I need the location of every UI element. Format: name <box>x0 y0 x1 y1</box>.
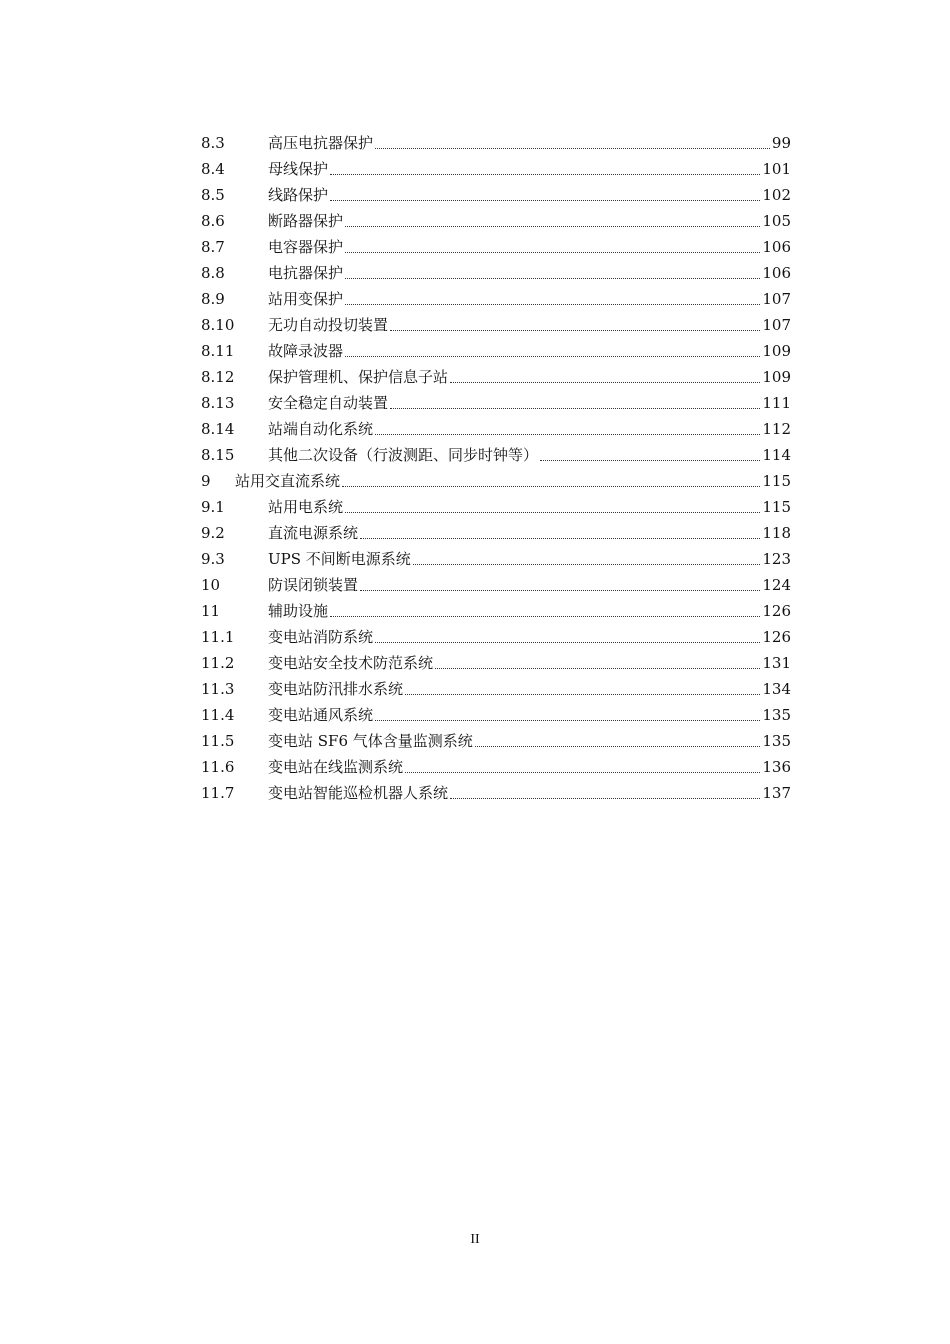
toc-list <box>201 127 791 803</box>
toc-entry-title: 其他二次设备（行波测距、同步时钟等） <box>268 446 539 464</box>
toc-dot-leader <box>450 381 760 383</box>
toc-entry[interactable] <box>201 647 791 673</box>
toc-entry-title: 变电站在线监测系统 <box>268 758 404 776</box>
toc-dot-leader <box>345 511 760 513</box>
toc-entry-page: 131 <box>762 654 791 672</box>
toc-dot-leader <box>360 589 760 591</box>
toc-entry-number: 8.11 <box>201 342 235 360</box>
toc-entry-number: 9.2 <box>201 524 225 542</box>
toc-dot-leader <box>375 719 760 721</box>
toc-entry-title: 无功自动投切装置 <box>268 316 389 334</box>
toc-entry-title: 直流电源系统 <box>268 524 359 542</box>
toc-entry-title: 变电站 SF6 气体含量监测系统 <box>268 732 473 750</box>
toc-entry-number: 11.4 <box>201 706 235 724</box>
toc-entry[interactable] <box>201 309 791 335</box>
toc-entry-page: 109 <box>762 368 791 386</box>
toc-entry-title: 高压电抗器保护 <box>268 134 374 152</box>
toc-entry[interactable] <box>201 413 791 439</box>
toc-entry-title: 安全稳定自动装置 <box>268 394 389 412</box>
toc-entry-page: 123 <box>762 550 791 568</box>
toc-entry-page: 106 <box>762 264 791 282</box>
toc-entry-title: 电容器保护 <box>268 238 344 256</box>
toc-entry-title: 站用电系统 <box>268 498 344 516</box>
toc-dot-leader <box>375 641 760 643</box>
toc-entry-number: 8.7 <box>201 238 225 256</box>
toc-entry-number: 8.8 <box>201 264 225 282</box>
toc-dot-leader <box>405 693 760 695</box>
toc-entry-title: 线路保护 <box>268 186 329 204</box>
toc-entry[interactable] <box>201 387 791 413</box>
toc-entry-number: 8.4 <box>201 160 225 178</box>
toc-dot-leader <box>345 355 760 357</box>
toc-dot-leader <box>375 433 760 435</box>
toc-entry[interactable] <box>201 439 791 465</box>
toc-dot-leader <box>330 199 760 201</box>
toc-entry[interactable] <box>201 257 791 283</box>
toc-dot-leader <box>390 407 760 409</box>
toc-entry[interactable] <box>201 751 791 777</box>
toc-dot-leader <box>390 329 760 331</box>
toc-entry[interactable] <box>201 543 791 569</box>
toc-entry-page: 102 <box>762 186 791 204</box>
toc-dot-leader <box>342 485 760 487</box>
toc-entry-page: 106 <box>762 238 791 256</box>
toc-entry-page: 135 <box>762 732 791 750</box>
toc-entry-page: 135 <box>762 706 791 724</box>
toc-entry[interactable] <box>201 335 791 361</box>
toc-entry-title: 变电站防汛排水系统 <box>268 680 404 698</box>
toc-entry-title: 辅助设施 <box>268 602 329 620</box>
toc-entry-page: 107 <box>762 316 791 334</box>
toc-entry-page: 115 <box>762 472 791 490</box>
toc-entry-number: 8.3 <box>201 134 225 152</box>
toc-entry-page: 114 <box>762 446 791 464</box>
toc-entry-page: 126 <box>762 628 791 646</box>
toc-entry[interactable] <box>201 699 791 725</box>
toc-entry-title: 变电站智能巡检机器人系统 <box>268 784 449 802</box>
toc-entry[interactable] <box>201 179 791 205</box>
toc-dot-leader <box>345 251 760 253</box>
toc-dot-leader <box>360 537 760 539</box>
toc-entry-page: 109 <box>762 342 791 360</box>
toc-entry-page: 137 <box>762 784 791 802</box>
toc-entry-number: 8.15 <box>201 446 235 464</box>
toc-entry-page: 115 <box>762 498 791 516</box>
toc-entry[interactable] <box>201 621 791 647</box>
toc-entry-title: 变电站通风系统 <box>268 706 374 724</box>
toc-entry[interactable] <box>201 673 791 699</box>
toc-entry-number: 9 <box>201 472 211 490</box>
toc-entry-number: 8.6 <box>201 212 225 230</box>
toc-dot-leader <box>345 303 760 305</box>
toc-entry-number: 10 <box>201 576 221 594</box>
toc-entry-title: 断路器保护 <box>268 212 344 230</box>
toc-entry-page: 105 <box>762 212 791 230</box>
toc-entry[interactable] <box>201 491 791 517</box>
toc-entry-number: 11.2 <box>201 654 235 672</box>
toc-entry[interactable] <box>201 725 791 751</box>
toc-entry[interactable] <box>201 205 791 231</box>
toc-entry-number: 8.13 <box>201 394 235 412</box>
toc-dot-leader <box>345 277 760 279</box>
toc-entry-page: 107 <box>762 290 791 308</box>
toc-entry-title: 站用交直流系统 <box>235 472 341 490</box>
toc-dot-leader <box>540 459 760 461</box>
toc-entry-number: 9.3 <box>201 550 225 568</box>
toc-entry-number: 11 <box>201 602 221 620</box>
page-number: II <box>470 1232 480 1247</box>
toc-entry-page: 124 <box>762 576 791 594</box>
toc-entry-title: UPS 不间断电源系统 <box>268 550 411 568</box>
toc-entry[interactable] <box>201 569 791 595</box>
toc-entry-number: 8.12 <box>201 368 235 386</box>
toc-entry-number: 11.1 <box>201 628 235 646</box>
toc-entry-page: 134 <box>762 680 791 698</box>
toc-entry[interactable] <box>201 283 791 309</box>
toc-entry-page: 126 <box>762 602 791 620</box>
toc-entry-title: 母线保护 <box>268 160 329 178</box>
toc-entry[interactable] <box>201 777 791 803</box>
toc-entry-title: 变电站安全技术防范系统 <box>268 654 434 672</box>
toc-dot-leader <box>475 745 761 747</box>
toc-entry-number: 11.3 <box>201 680 235 698</box>
toc-dot-leader <box>435 667 760 669</box>
toc-entry[interactable] <box>201 361 791 387</box>
toc-entry-number: 8.10 <box>201 316 235 334</box>
toc-entry-number: 8.5 <box>201 186 225 204</box>
toc-entry-number: 8.9 <box>201 290 225 308</box>
toc-entry-number: 11.5 <box>201 732 235 750</box>
toc-entry-page: 111 <box>762 394 791 412</box>
toc-entry-page: 101 <box>762 160 791 178</box>
toc-dot-leader <box>450 797 760 799</box>
toc-entry-title: 变电站消防系统 <box>268 628 374 646</box>
toc-entry[interactable] <box>201 127 791 153</box>
toc-entry-page: 112 <box>762 420 791 438</box>
toc-entry-number: 9.1 <box>201 498 225 516</box>
toc-dot-leader <box>330 173 760 175</box>
toc-entry-title: 保护管理机、保护信息子站 <box>268 368 449 386</box>
toc-dot-leader <box>375 147 770 149</box>
toc-entry[interactable] <box>201 465 791 491</box>
toc-entry-title: 防误闭锁装置 <box>268 576 359 594</box>
toc-entry[interactable] <box>201 153 791 179</box>
toc-entry-number: 11.6 <box>201 758 235 776</box>
toc-dot-leader <box>345 225 760 227</box>
toc-entry-number: 11.7 <box>201 784 235 802</box>
toc-entry-page: 136 <box>762 758 791 776</box>
toc-entry-title: 站用变保护 <box>268 290 344 308</box>
toc-dot-leader <box>405 771 760 773</box>
toc-entry[interactable] <box>201 231 791 257</box>
toc-entry-number: 8.14 <box>201 420 235 438</box>
toc-entry-title: 电抗器保护 <box>268 264 344 282</box>
toc-entry-page: 118 <box>762 524 791 542</box>
toc-entry[interactable] <box>201 517 791 543</box>
toc-entry-title: 故障录波器 <box>268 342 344 360</box>
toc-dot-leader <box>330 615 760 617</box>
toc-entry-page: 99 <box>771 134 791 152</box>
toc-entry[interactable] <box>201 595 791 621</box>
table-of-contents <box>201 127 791 803</box>
toc-dot-leader <box>413 563 761 565</box>
toc-entry-title: 站端自动化系统 <box>268 420 374 438</box>
